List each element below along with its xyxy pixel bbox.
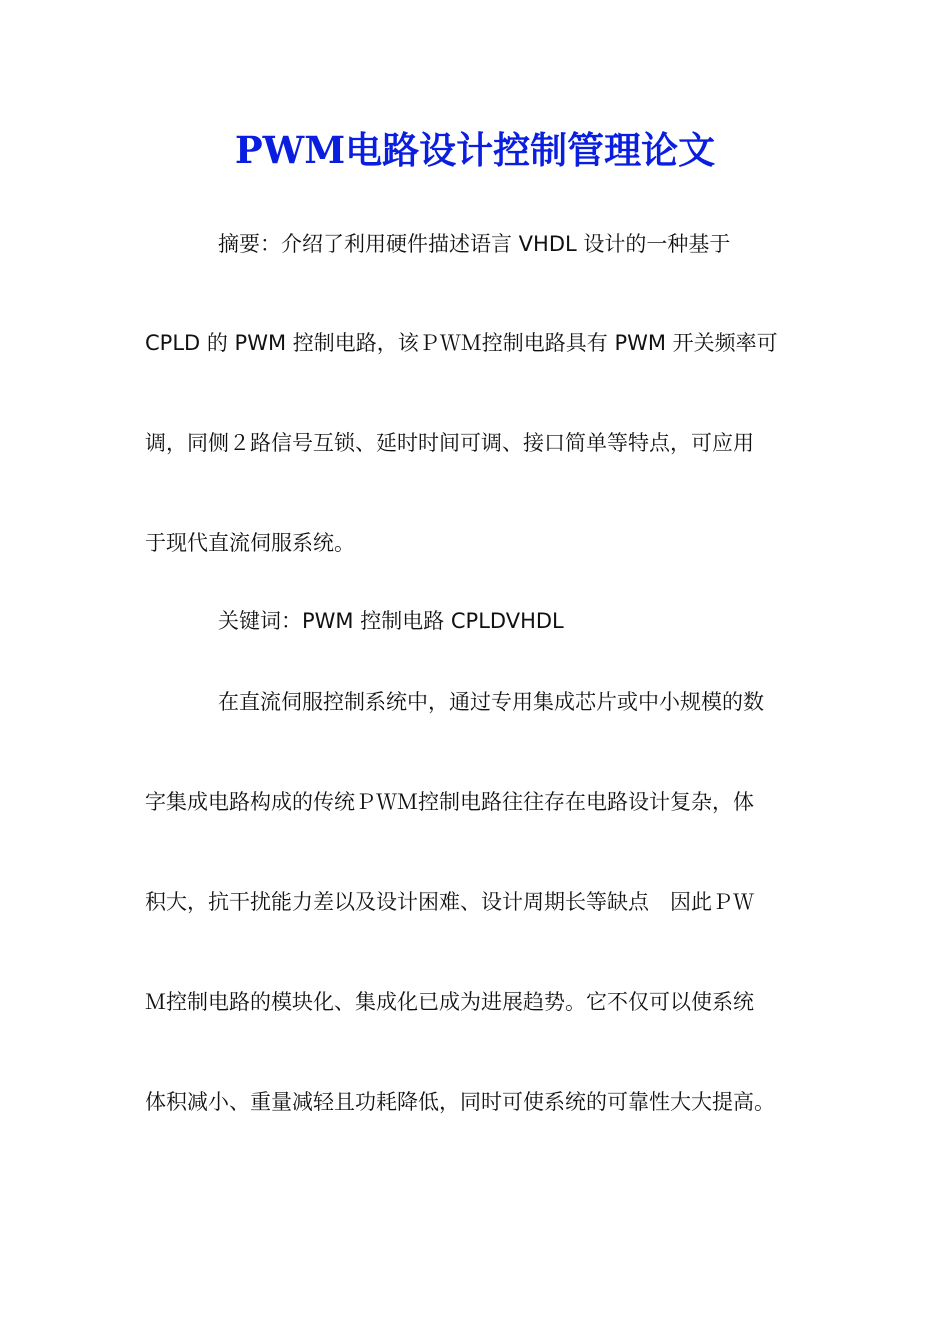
body-line-5: 体积减小、重量减轻且功耗降低，同时可使系统的可靠性大大提高。 [145,1090,775,1114]
body-line-2: 字集成电路构成的传统ＰＷＭ控制电路往往存在电路设计复杂，体 [145,790,754,814]
abstract-line-1: 摘要：介绍了利用硬件描述语言 VHDL 设计的一种基于 [218,232,731,256]
abstract-line-4: 于现代直流伺服系统。 [145,531,355,555]
body-line-3: 积大，抗干扰能力差以及设计困难、设计周期长等缺点 因此ＰＷ [145,890,754,914]
document-title: PWM电路设计控制管理论文 [234,128,716,172]
abstract-line-2: CPLD 的 PWM 控制电路，该ＰＷＭ控制电路具有 PWM 开关频率可 [145,331,778,355]
body-line-1: 在直流伺服控制系统中，通过专用集成芯片或中小规模的数 [218,690,764,714]
body-line-4: Ｍ控制电路的模块化、集成化已成为进展趋势。它不仅可以使系统 [145,990,754,1014]
abstract-line-3: 调，同侧２路信号互锁、延时时间可调、接口简单等特点，可应用 [145,431,754,455]
keywords-line: 关键词：PWM 控制电路 CPLDVHDL [218,609,564,633]
